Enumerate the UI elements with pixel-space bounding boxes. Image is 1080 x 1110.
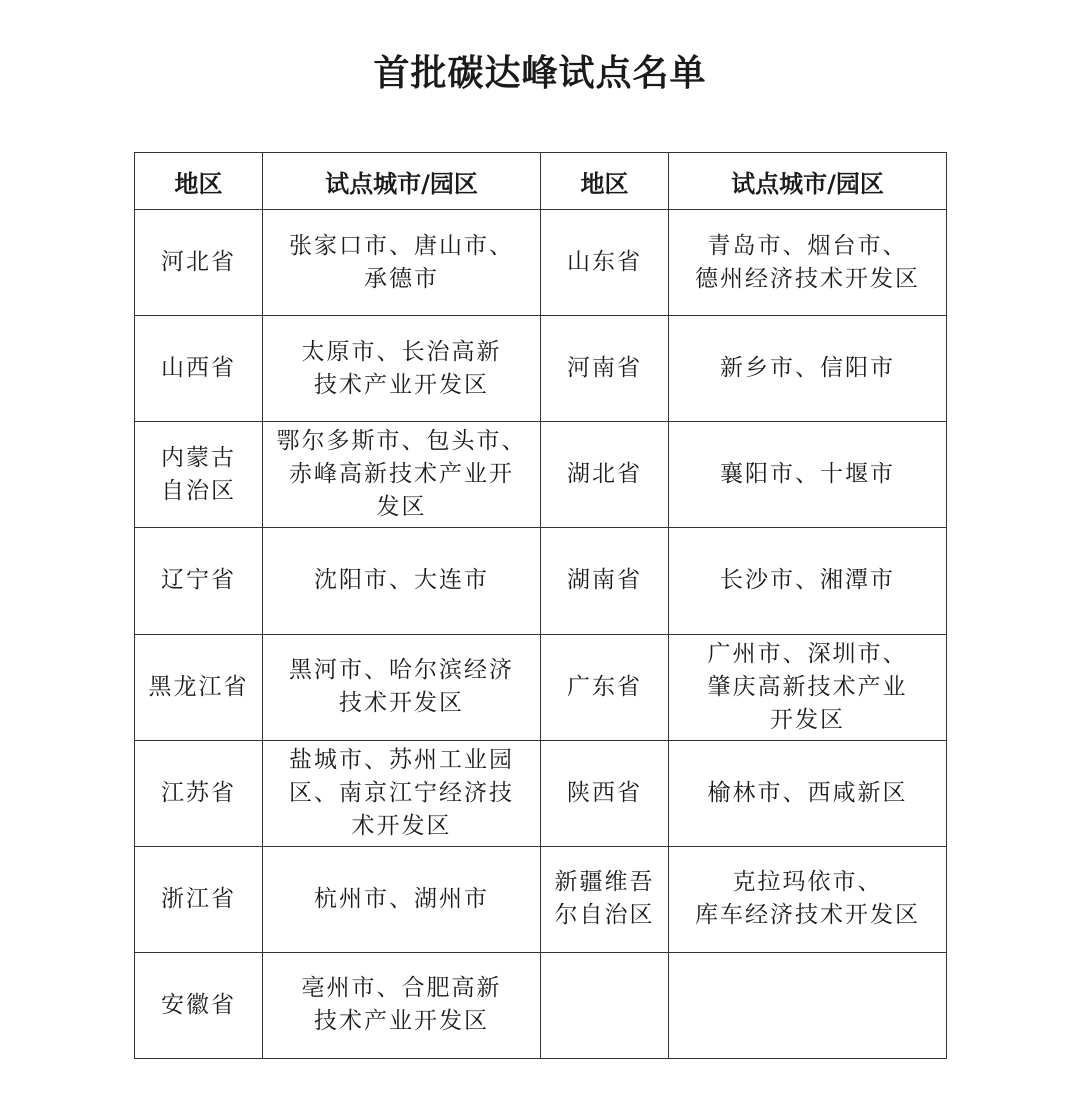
table-row: [135, 634, 947, 740]
cities-cell: [263, 528, 541, 634]
region-name: 陕西省: [567, 779, 642, 806]
cities-cell: [669, 634, 947, 740]
region-cell: [541, 210, 669, 316]
region-name: 河南省: [567, 355, 642, 382]
region-name: 江苏省: [161, 779, 236, 806]
city-list: 鄂尔多斯市、包头市、 赤峰高新技术产业开 发区: [276, 428, 527, 521]
city-list: 亳州市、合肥高新 技术产业开发区: [301, 975, 502, 1035]
region-name: 山东省: [567, 249, 642, 276]
cities-cell: [669, 528, 947, 634]
region-name: 山西省: [161, 355, 236, 382]
region-cell: [135, 634, 263, 740]
city-list: 杭州市、湖州市: [314, 885, 489, 912]
city-list: 张家口市、唐山市、 承德市: [289, 232, 514, 292]
city-list: 沈阳市、大连市: [314, 567, 489, 594]
region-name: 浙江省: [161, 885, 236, 912]
city-list: 长沙市、湘潭市: [720, 567, 895, 594]
region-cell: [541, 316, 669, 422]
region-cell: [541, 740, 669, 846]
header-region-left: 地区: [135, 153, 263, 210]
cities-cell: [263, 316, 541, 422]
region-cell: [135, 952, 263, 1058]
region-name: 湖南省: [567, 567, 642, 594]
region-cell: [135, 316, 263, 422]
table-row: [135, 316, 947, 422]
table-row: [135, 952, 947, 1058]
empty-cities-cell: [669, 952, 947, 1058]
region-name: 新疆维吾 尔自治区: [554, 869, 655, 929]
city-list: 广州市、深圳市、 肇庆高新技术产业 开发区: [707, 640, 908, 733]
table-row: [135, 846, 947, 952]
region-name: 辽宁省: [161, 567, 236, 594]
cities-cell: [669, 740, 947, 846]
region-cell: [541, 634, 669, 740]
header-cities-left: 试点城市/园区: [263, 153, 541, 210]
cities-cell: [669, 210, 947, 316]
city-list: 太原市、长治高新 技术产业开发区: [301, 338, 502, 398]
header-cities-right: 试点城市/园区: [669, 153, 947, 210]
region-cell: [541, 846, 669, 952]
table-row: [135, 210, 947, 316]
cities-cell: [263, 634, 541, 740]
region-cell: [541, 528, 669, 634]
region-name: 河北省: [161, 249, 236, 276]
city-list: 榆林市、西咸新区: [707, 779, 908, 806]
cities-cell: [263, 952, 541, 1058]
region-name: 黑龙江省: [148, 673, 249, 700]
cities-cell: [263, 740, 541, 846]
region-name: 广东省: [567, 673, 642, 700]
region-cell: [135, 422, 263, 528]
cities-cell: [669, 846, 947, 952]
region-name: 安徽省: [161, 991, 236, 1018]
region-cell: [135, 846, 263, 952]
table-row: [135, 422, 947, 528]
cities-cell: [263, 210, 541, 316]
region-cell: [135, 210, 263, 316]
city-list: 黑河市、哈尔滨经济 技术开发区: [289, 657, 514, 717]
region-name: 湖北省: [567, 461, 642, 488]
region-cell: [135, 528, 263, 634]
cities-cell: [263, 846, 541, 952]
table-header-row: [135, 153, 947, 210]
cities-cell: [669, 316, 947, 422]
cities-cell: [669, 422, 947, 528]
pilot-list-table: [134, 152, 947, 1059]
city-list: 盐城市、苏州工业园 区、南京江宁经济技 术开发区: [289, 746, 514, 839]
city-list: 新乡市、信阳市: [720, 355, 895, 382]
table-row: [135, 528, 947, 634]
page-title: 首批碳达峰试点名单: [373, 53, 707, 94]
city-list: 襄阳市、十堰市: [720, 461, 895, 488]
cities-cell: [263, 422, 541, 528]
header-region-right: 地区: [541, 153, 669, 210]
table-row: [135, 740, 947, 846]
region-cell: [135, 740, 263, 846]
city-list: 青岛市、烟台市、 德州经济技术开发区: [695, 232, 920, 292]
region-name: 内蒙古 自治区: [161, 444, 236, 504]
city-list: 克拉玛依市、 库车经济技术开发区: [695, 869, 920, 929]
region-cell: [541, 422, 669, 528]
empty-region-cell: [541, 952, 669, 1058]
